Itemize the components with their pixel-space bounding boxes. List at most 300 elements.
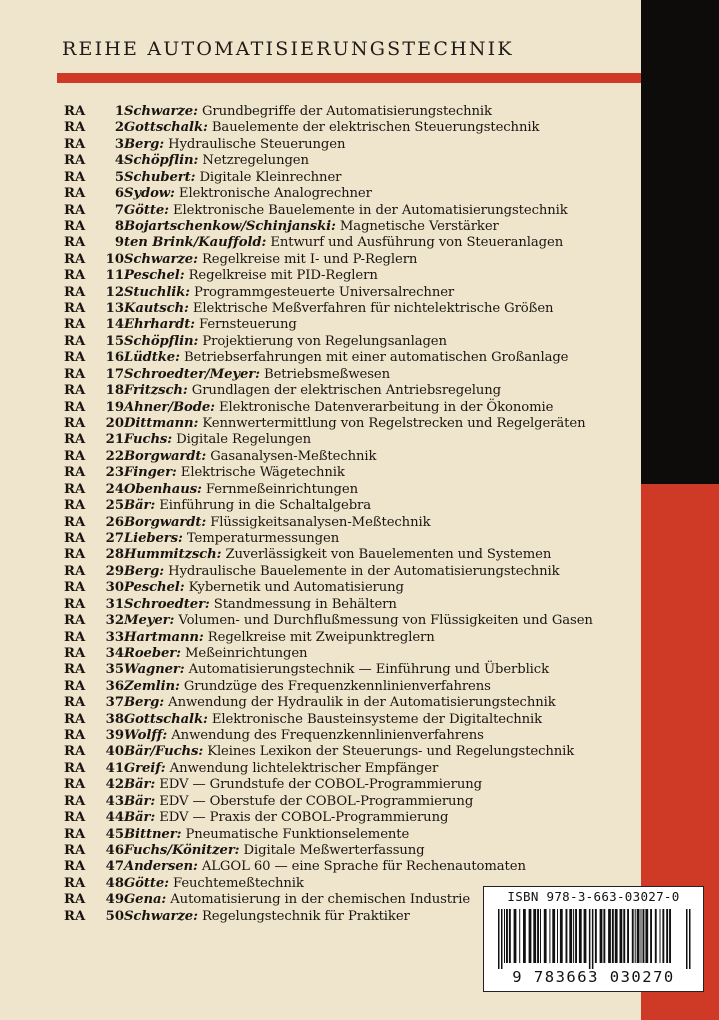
book-entry (124, 432, 311, 448)
series-number (64, 761, 124, 777)
series-prefix: RA (64, 711, 86, 727)
series-prefix: RA (64, 136, 86, 152)
book-author: Bär: (124, 498, 156, 514)
title-underline-bar (57, 73, 641, 83)
book-title: Hydraulische Bauelemente in der Automatisierungstechnik (168, 563, 560, 579)
series-prefix: RA (64, 695, 86, 711)
volume-number: 16 (105, 350, 124, 366)
book-title: ALGOL 60 — eine Sprache für Rechenautomaten (201, 859, 526, 875)
volume-number: 40 (105, 744, 124, 760)
book-row (64, 186, 639, 202)
series-number (64, 252, 124, 268)
book-title: Digitale Kleinrechner (199, 169, 342, 185)
book-title: Elektrische Meßverfahren für nichtelektrische Größen (192, 301, 554, 317)
barcode-bar (623, 909, 625, 963)
barcode-bar (509, 909, 511, 963)
book-entry (124, 170, 341, 186)
series-number (64, 432, 124, 448)
series-number (64, 827, 124, 843)
book-entry (124, 416, 585, 432)
book-entry (124, 794, 473, 810)
book-entry (124, 728, 484, 744)
series-prefix: RA (64, 826, 86, 842)
book-author: Bär: (124, 777, 156, 793)
book-author: Schwarze: (124, 908, 198, 924)
series-number (64, 547, 124, 563)
series-prefix: RA (64, 793, 86, 809)
series-prefix: RA (64, 728, 86, 744)
series-number (64, 662, 124, 678)
book-row (64, 400, 639, 416)
series-number (64, 449, 124, 465)
book-row (64, 367, 639, 383)
series-number (64, 597, 124, 613)
book-author: Greif: (124, 760, 166, 776)
barcode-bar (584, 909, 587, 963)
series-prefix: RA (64, 169, 86, 185)
book-entry (124, 827, 409, 843)
book-title: Flüssigkeitsanalysen-Meßtechnik (210, 514, 431, 530)
volume-number: 3 (114, 136, 124, 152)
barcode-label (483, 886, 704, 992)
book-row (64, 120, 639, 136)
book-title: Anwendung der Hydraulik in der Automatisierungstechnik (168, 695, 556, 711)
series-number (64, 317, 124, 333)
series-prefix: RA (64, 317, 86, 333)
book-entry (124, 810, 448, 826)
book-author: Kautsch: (124, 301, 189, 317)
book-author: ten Brink/Kauffold: (124, 235, 267, 251)
barcode-bar (549, 909, 550, 963)
book-entry (124, 843, 425, 859)
book-row (64, 531, 639, 547)
volume-number: 45 (105, 826, 124, 842)
book-row (64, 662, 639, 678)
book-row (64, 170, 639, 186)
series-prefix: RA (64, 547, 86, 563)
book-author: Peschel: (124, 268, 185, 284)
volume-number: 32 (105, 613, 124, 629)
volume-number: 36 (105, 678, 124, 694)
series-number (64, 646, 124, 662)
volume-number: 21 (105, 432, 124, 448)
volume-number: 43 (105, 793, 124, 809)
book-author: Götte: (124, 875, 169, 891)
book-entry (124, 400, 553, 416)
volume-number: 47 (105, 859, 124, 875)
book-title: Hydraulische Steuerungen (168, 136, 346, 152)
book-entry (124, 613, 593, 629)
volume-number: 10 (105, 251, 124, 267)
book-title: Anwendung des Frequenzkennlinienverfahrens (171, 728, 484, 744)
series-number (64, 843, 124, 859)
book-author: Bär: (124, 793, 156, 809)
book-author: Meyer: (124, 613, 175, 629)
barcode-bar (686, 909, 688, 969)
book-entry (124, 712, 542, 728)
book-entry (124, 350, 568, 366)
series-prefix: RA (64, 350, 86, 366)
book-entry (124, 449, 376, 465)
volume-number: 27 (105, 530, 124, 546)
series-prefix: RA (64, 120, 86, 136)
series-number (64, 350, 124, 366)
book-entry (124, 580, 404, 596)
book-title: Digitale Meßwerterfassung (243, 842, 425, 858)
book-title: Entwurf und Ausführung von Steueranlagen (270, 235, 564, 251)
book-entry (124, 564, 560, 580)
barcode-bar (498, 909, 500, 969)
book-author: Ahner/Bode: (124, 399, 215, 415)
book-author: Andersen: (124, 859, 198, 875)
book-author: Fritzsch: (124, 383, 188, 399)
book-author: Bär/Fuchs: (124, 744, 204, 760)
series-prefix: RA (64, 777, 86, 793)
volume-number: 39 (105, 728, 124, 744)
book-entry (124, 285, 454, 301)
series-number (64, 219, 124, 235)
barcode-bar (540, 909, 541, 963)
book-entry (124, 761, 438, 777)
book-entry (124, 153, 309, 169)
book-title: Feuchtemeßtechnik (173, 875, 304, 891)
book-author: Gottschalk: (124, 120, 208, 136)
volume-number: 23 (105, 465, 124, 481)
barcode-bar (579, 909, 582, 963)
barcode-bar (627, 909, 629, 963)
book-row (64, 794, 639, 810)
book-title: Meßeinrichtungen (184, 645, 308, 661)
book-row (64, 695, 639, 711)
book-row (64, 646, 639, 662)
book-entry (124, 859, 526, 875)
isbn-text: ISBN 978-3-663-03027-0 (507, 889, 680, 904)
volume-number: 12 (105, 284, 124, 300)
book-title: Regelungstechnik für Praktiker (201, 908, 410, 924)
book-row (64, 679, 639, 695)
book-author: Dittmann: (124, 416, 199, 432)
volume-number: 26 (105, 514, 124, 530)
volume-number: 11 (105, 268, 124, 284)
book-entry (124, 235, 563, 251)
barcode-bar (506, 909, 508, 963)
ean-digits: 9 783663 030270 (512, 968, 675, 986)
book-row (64, 416, 639, 432)
book-entry (124, 547, 551, 563)
book-author: Finger: (124, 465, 177, 481)
volume-number: 5 (114, 169, 124, 185)
series-number (64, 153, 124, 169)
volume-number: 46 (105, 842, 124, 858)
series-prefix: RA (64, 908, 86, 924)
book-author: Wagner: (124, 662, 185, 678)
volume-number: 8 (114, 218, 124, 234)
series-prefix: RA (64, 530, 86, 546)
book-row (64, 203, 639, 219)
volume-number: 17 (105, 366, 124, 382)
book-row (64, 219, 639, 235)
book-author: Götte: (124, 202, 169, 218)
book-row (64, 859, 639, 875)
book-title: Programmgesteuerte Universalrechner (194, 284, 455, 300)
book-author: Stuchlik: (124, 284, 190, 300)
book-title: Kybernetik und Automatisierung (188, 580, 404, 596)
book-title: Netzregelungen (202, 153, 309, 169)
barcode-bar (537, 909, 539, 963)
volume-number: 20 (105, 416, 124, 432)
book-entry (124, 137, 345, 153)
book-row (64, 580, 639, 596)
book-author: Berg: (124, 136, 165, 152)
book-row (64, 843, 639, 859)
book-row (64, 104, 639, 120)
series-prefix: RA (64, 645, 86, 661)
barcode-bar (560, 909, 563, 963)
volume-number: 13 (105, 301, 124, 317)
series-number (64, 170, 124, 186)
series-number (64, 465, 124, 481)
series-number (64, 235, 124, 251)
book-title: Regelkreise mit PID-Reglern (188, 268, 378, 284)
book-author: Bär: (124, 810, 156, 826)
series-prefix: RA (64, 580, 86, 596)
book-entry (124, 679, 491, 695)
series-prefix: RA (64, 810, 86, 826)
spine-black-panel (641, 0, 719, 484)
series-prefix: RA (64, 859, 86, 875)
volume-number: 29 (105, 563, 124, 579)
barcode-bar (603, 909, 605, 963)
series-prefix: RA (64, 596, 86, 612)
book-title: Bauelemente der elektrischen Steuerungstechnik (211, 120, 540, 136)
series-number (64, 285, 124, 301)
barcode-bar (689, 909, 691, 969)
book-title: Fernmeßeinrichtungen (205, 481, 358, 497)
series-number (64, 728, 124, 744)
series-prefix: RA (64, 432, 86, 448)
volume-number: 50 (105, 908, 124, 924)
volume-number: 30 (105, 580, 124, 596)
book-row (64, 777, 639, 793)
book-title: Standmessung in Behältern (213, 596, 397, 612)
series-number (64, 630, 124, 646)
barcode-bar (650, 909, 652, 963)
volume-number: 18 (105, 383, 124, 399)
book-entry (124, 252, 417, 268)
book-row (64, 268, 639, 284)
volume-number: 34 (105, 645, 124, 661)
book-entry (124, 646, 307, 662)
series-number (64, 810, 124, 826)
series-number (64, 580, 124, 596)
volume-number: 48 (105, 875, 124, 891)
book-author: Bittner: (124, 826, 182, 842)
book-entry (124, 104, 492, 120)
series-prefix: RA (64, 366, 86, 382)
series-prefix: RA (64, 514, 86, 530)
series-number (64, 268, 124, 284)
barcode-bar (632, 909, 634, 963)
book-author: Lüdtke: (124, 350, 180, 366)
barcode-bar (669, 909, 671, 963)
barcode-bar (557, 909, 558, 963)
series-prefix: RA (64, 235, 86, 251)
volume-number: 44 (105, 810, 124, 826)
book-title: Betriebsmeßwesen (264, 366, 391, 382)
volume-number: 42 (105, 777, 124, 793)
book-author: Gottschalk: (124, 711, 208, 727)
book-author: Schroedter/Meyer: (124, 366, 260, 382)
book-row (64, 630, 639, 646)
book-title: Magnetische Verstärker (339, 218, 499, 234)
book-entry (124, 219, 499, 235)
book-author: Schöpflin: (124, 153, 199, 169)
book-row (64, 350, 639, 366)
book-author: Ehrhardt: (124, 317, 195, 333)
book-author: Berg: (124, 695, 165, 711)
book-row (64, 744, 639, 760)
volume-number: 24 (105, 481, 124, 497)
book-author: Sydow: (124, 186, 175, 202)
book-title: Grundbegriffe der Automatisierungstechnik (201, 104, 492, 119)
book-author: Schubert: (124, 169, 196, 185)
book-author: Schwarze: (124, 104, 198, 119)
volume-number: 41 (105, 760, 124, 776)
book-author: Bojartschenkow/Schinjanski: (124, 218, 336, 234)
barcode-bar (529, 909, 532, 963)
series-number (64, 679, 124, 695)
book-title: Automatisierungstechnik — Einführung und Überblick (188, 662, 549, 678)
book-title: EDV — Grundstufe der COBOL-Programmierung (159, 777, 482, 793)
barcode-bar (569, 909, 572, 963)
series-prefix: RA (64, 629, 86, 645)
book-row (64, 482, 639, 498)
book-title: Betriebserfahrungen mit einer automatischen Großanlage (183, 350, 569, 366)
series-number (64, 712, 124, 728)
book-title: Elektronische Bauelemente in der Automatisierungstechnik (173, 202, 568, 218)
barcode-bar (523, 909, 526, 963)
barcode-bar (589, 909, 591, 969)
volume-number: 19 (105, 399, 124, 415)
book-row (64, 235, 639, 251)
series-prefix: RA (64, 465, 86, 481)
barcode-bar (514, 909, 517, 963)
book-row (64, 317, 639, 333)
series-prefix: RA (64, 498, 86, 514)
book-title: Grundzüge des Frequenzkennlinienverfahrens (183, 678, 491, 694)
volume-number: 2 (114, 120, 124, 136)
book-author: Zemlin: (124, 678, 180, 694)
volume-number: 14 (105, 317, 124, 333)
barcode-bars (496, 909, 692, 969)
book-entry (124, 203, 568, 219)
book-author: Fuchs: (124, 432, 173, 448)
series-prefix: RA (64, 481, 86, 497)
book-entry (124, 909, 410, 925)
series-prefix: RA (64, 662, 86, 678)
volume-number: 25 (105, 498, 124, 514)
book-entry (124, 465, 345, 481)
book-row (64, 728, 639, 744)
barcode-bar (608, 909, 611, 963)
barcode-bar (645, 909, 648, 963)
book-title: Digitale Regelungen (176, 432, 311, 448)
series-number (64, 794, 124, 810)
book-row (64, 761, 639, 777)
series-title: REIHE AUTOMATISIERUNGSTECHNIK (62, 38, 514, 60)
volume-number: 35 (105, 662, 124, 678)
book-row (64, 564, 639, 580)
series-number (64, 859, 124, 875)
book-author: Berg: (124, 563, 165, 579)
book-author: Obenhaus: (124, 481, 202, 497)
book-title: Automatisierung in der chemischen Industrie (170, 892, 471, 908)
barcode-bar (600, 909, 603, 963)
book-author: Schwarze: (124, 251, 198, 267)
barcode-bar (620, 909, 623, 963)
book-author: Fuchs/Könitzer: (124, 842, 240, 858)
barcode-bar (655, 909, 657, 963)
book-author: Schroedter: (124, 596, 210, 612)
series-number (64, 498, 124, 514)
book-title: Regelkreise mit Zweipunktreglern (207, 629, 435, 645)
barcode-bar (544, 909, 547, 963)
barcode-bar (635, 909, 636, 963)
book-title: Elektronische Datenverarbeitung in der Ökonomie (218, 399, 554, 415)
barcode-bar (552, 909, 555, 963)
book-title: Projektierung von Regelungsanlagen (202, 333, 447, 349)
series-number (64, 203, 124, 219)
barcode-bar (519, 909, 520, 963)
book-entry (124, 695, 556, 711)
barcode-bar (662, 909, 664, 963)
barcode-bar (533, 909, 536, 963)
book-row (64, 301, 639, 317)
book-row (64, 712, 639, 728)
book-title: Grundlagen der elektrischen Antriebsregelung (191, 383, 502, 399)
book-entry (124, 515, 430, 531)
book-author: Peschel: (124, 580, 185, 596)
volume-number: 7 (114, 202, 124, 218)
series-prefix: RA (64, 268, 86, 284)
series-prefix: RA (64, 333, 86, 349)
series-prefix: RA (64, 744, 86, 760)
book-author: Borgwardt: (124, 514, 207, 530)
book-author: Roeber: (124, 645, 181, 661)
volume-number: 49 (105, 892, 124, 908)
volume-number: 9 (114, 235, 124, 251)
book-row (64, 334, 639, 350)
series-number (64, 482, 124, 498)
book-title: Elektrische Wägetechnik (180, 465, 345, 481)
book-entry (124, 876, 304, 892)
series-prefix: RA (64, 448, 86, 464)
book-row (64, 252, 639, 268)
series-number (64, 777, 124, 793)
book-entry (124, 498, 371, 514)
book-entry (124, 482, 358, 498)
book-title: Kennwertermittlung von Regelstrecken und Regelgeräten (202, 416, 586, 432)
series-prefix: RA (64, 892, 86, 908)
series-prefix: RA (64, 202, 86, 218)
series-prefix: RA (64, 399, 86, 415)
series-number (64, 909, 124, 925)
volume-number: 37 (105, 695, 124, 711)
book-title: Fernsteuerung (199, 317, 297, 333)
book-row (64, 547, 639, 563)
book-row (64, 137, 639, 153)
book-title: Volumen- und Durchflußmessung von Flüssigkeiten und Gasen (178, 613, 593, 629)
